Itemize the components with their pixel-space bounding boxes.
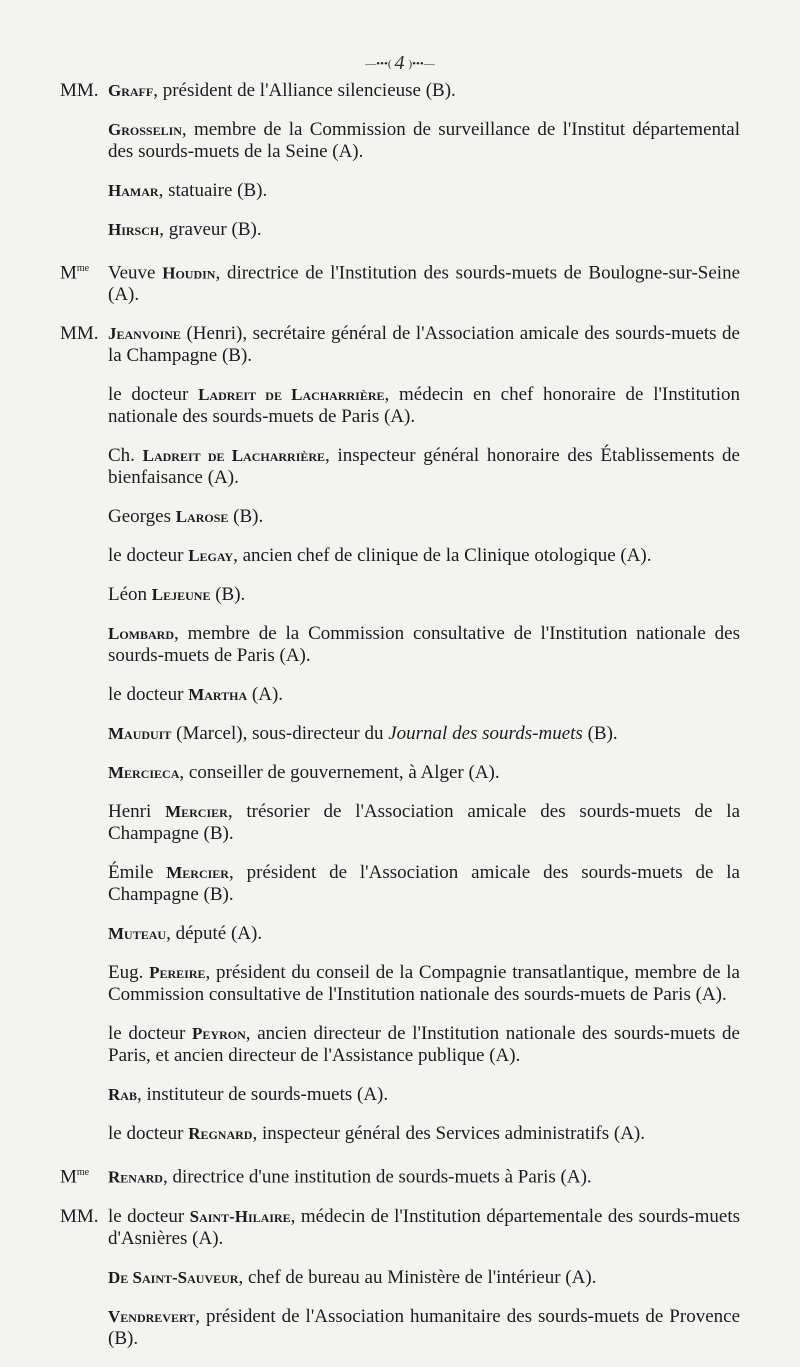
list-entry-pereire [60,962,740,1006]
list-entry-jeanvoine [60,323,740,367]
entry-name: Mercieca [108,763,180,783]
entry-pre: Georges [108,506,176,528]
entry-pre: Ch. [108,445,143,467]
entry-name: Mercier [165,802,228,822]
entry-description: , député (A). [166,923,263,945]
entry-description: (B). [228,506,264,528]
entry-name: Renard [108,1167,163,1187]
entry-name: Regnard [188,1124,253,1144]
entry-description: , conseiller de gouvernement, à Alger (A). [179,762,500,784]
entry-name: Mauduit [108,724,172,744]
entry-description: , chef de bureau au Ministère de l'intérieur (A). [238,1266,597,1288]
list-entry-grosselin [60,119,740,163]
entry-prefix-sup: me [76,263,90,274]
entry-description: , membre de la Commission consultative de l'Institution nationale des sourds-muets de Paris (A). [108,623,740,667]
entry-name: Legay [188,546,234,566]
list-entry-emile-mercier [60,862,740,906]
entry-description: , inspecteur général des Services administratifs (A). [252,1123,646,1145]
entry-description: , graveur (B). [159,219,262,240]
entry-pre: le docteur [108,1023,193,1045]
list-entry-muteau [60,923,740,945]
entry-prefix-sup: me [76,1167,90,1179]
list-entry-hamar [60,180,740,202]
entry-description: (A). [247,684,284,706]
entry-name: Martha [188,685,248,705]
entry-name: Rab [108,1085,137,1105]
entry-name: Muteau [108,924,167,944]
list-entry-legay [60,545,740,567]
list-entry-graff [60,80,740,102]
entry-pre: Léon [108,584,152,606]
list-entry-larose [60,506,740,528]
entry-pre: le docteur [108,1123,189,1145]
entry-name: Hirsch [108,220,160,239]
entry-name: Pereire [149,963,206,983]
entry-description: , statuaire (B). [158,180,268,201]
entry-pre: Eug. [108,962,150,984]
list-entry-ladreit-docteur [60,384,740,428]
header-ornament-right: )•••— [408,58,435,70]
list-entry-saint-hilaire [60,1206,740,1250]
entry-name: Graff [108,81,154,100]
list-entry-houdin [60,258,740,306]
entry-name: Mercier [166,863,229,883]
entry-name: Lombard [108,624,175,644]
entry-name: Ladreit de Lacharrière [142,446,326,466]
entry-prefix-main: M [60,1166,77,1188]
entry-description: , membre de la Commission de surveillance de l'Institut départemental des sourds-muets de la Seine (A). [108,119,740,162]
entry-pre: le docteur [108,384,199,406]
entry-name: Houdin [162,263,216,283]
entry-name: Jeanvoine [108,324,181,344]
entry-description: , ancien chef de clinique de la Clinique otologique (A). [233,545,652,567]
entry-prefix [60,258,108,284]
entry-pre: Émile [108,862,167,884]
entry-prefix [60,1162,108,1188]
entry-description: (Henri), secrétaire général de l'Association amicale des sourds-muets de la Champagne (B). [108,323,740,367]
entry-pre: le docteur [108,684,189,706]
entry-name: Lejeune [151,585,211,605]
entry-description: (Marcel), sous-directeur du [171,723,389,745]
list-entry-rab [60,1084,740,1106]
entry-name: De Saint-Sauveur [108,1267,239,1287]
entry-pre: le docteur [108,1205,190,1227]
list-entry-ladreit-ch [60,445,740,489]
entry-description: , président de l'Alliance silencieuse (B). [153,80,456,101]
member-list [60,80,740,1367]
entry-description: , président de l'Association humanitaire des sourds-muets de Provence (B). [108,1305,740,1349]
header-ornament-left: —•••( [365,58,392,70]
entry-name: Hamar [108,181,159,200]
page-number: 4 [394,52,406,74]
entry-name: Vendrevert [108,1306,196,1326]
list-entry-saint-sauveur [60,1267,740,1289]
entry-description: , directrice d'une institution de sourds-muets à Paris (A). [162,1166,592,1188]
entry-description: , trésorier de l'Association amicale des sourds-muets de la Champagne (B). [108,801,741,845]
list-entry-peyron [60,1023,740,1067]
entry-description: , président de l'Association amicale des sourds-muets de la Champagne (B). [108,862,740,906]
entry-name: Larose [175,507,229,527]
entry-journal-title: Journal des sourds-muets [388,723,583,745]
entry-prefix: MM. [60,323,99,345]
entry-name: Grosselin [108,120,182,139]
entry-prefix: MM. [60,1205,99,1227]
list-entry-henri-mercier [60,801,740,845]
entry-description: , médecin en chef honoraire de l'Institution nationale des sourds-muets de Paris (A). [108,384,741,428]
entry-prefix: MM. [60,80,99,101]
list-entry-mercieca [60,762,740,784]
list-entry-mauduit [60,723,740,745]
entry-pre: Veuve [108,262,163,284]
entry-description-end: (B). [582,723,618,745]
entry-description: , médecin de l'Institution départementale des sourds-muets d'Asnières (A). [108,1205,740,1249]
entry-pre: Henri [108,801,166,823]
list-entry-regnard [60,1123,740,1145]
page-header [0,52,800,75]
entry-description: , directrice de l'Institution des sourds-muets de Boulogne-sur-Seine (A). [108,262,740,306]
entry-prefix-main: M [60,262,77,284]
entry-description: , inspecteur général honoraire des Établissements de bienfaisance (A). [108,445,740,489]
list-entry-lombard [60,623,740,667]
list-entry-vendrevert [60,1306,740,1350]
entry-pre: le docteur [108,545,189,567]
entry-description: , président du conseil de la Compagnie transatlantique, membre de la Commission consultative de l'Institution nationale des sourds-muets de Paris (A). [108,962,740,1006]
list-entry-hirsch [60,219,740,241]
entry-name: Saint-Hilaire [189,1206,291,1226]
entry-name: Ladreit de Lacharrière [198,385,385,405]
list-entry-renard [60,1162,740,1188]
entry-description: (B). [210,584,246,606]
entry-name: Peyron [192,1024,246,1044]
entry-description: , ancien directeur de l'Institution nationale des sourds-muets de Paris, et ancien directeur de l'Assistance publique (A). [108,1023,740,1067]
list-entry-lejeune [60,584,740,606]
list-entry-martha [60,684,740,706]
entry-description: , instituteur de sourds-muets (A). [136,1084,389,1106]
